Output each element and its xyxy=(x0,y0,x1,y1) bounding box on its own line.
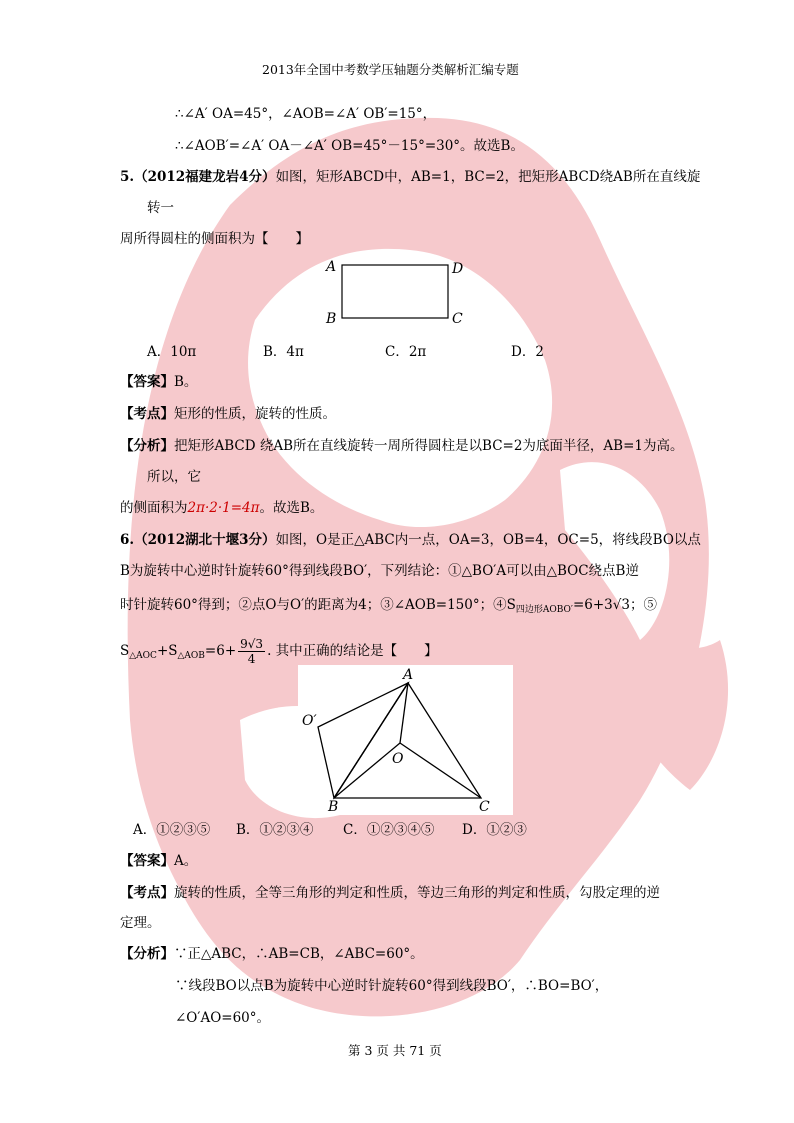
q6-label-a: A xyxy=(403,667,414,683)
q5-option-b: B．4π xyxy=(263,344,304,360)
q6-fraction xyxy=(238,637,265,666)
q5-option-a: A．10π xyxy=(147,344,197,360)
q6-s-symbol: S xyxy=(506,597,516,613)
q5-answer-value: B。 xyxy=(174,374,198,390)
q5-fenxi-text-1: 把矩形ABCD 绕AB所在直线旋转一周所得圆柱是以BC=2为底面半径，AB=1为高。 xyxy=(174,438,684,454)
q6-fenxi-text-1: ∵正△ABC，∴AB=CB，∠ABC=60°。 xyxy=(174,946,424,962)
q5-formula: 2π·2·1=4π xyxy=(187,500,260,516)
q5-stem-line-2: 转一 xyxy=(147,200,174,216)
q6-text-1: 如图，O是正△ABC内一点，OA=3，OB=4，OC=5，将线段BO以点 xyxy=(275,532,701,548)
page-header: 2013年全国中考数学压轴题分类解析汇编专题 xyxy=(262,62,519,77)
q6-stem-line-2: B为旋转中心逆时针旋转60°得到线段BO′，下列结论：①△BO′A可以由△BOC绕点B逆 xyxy=(120,563,639,579)
q6-label-o: O xyxy=(392,751,404,767)
q5-number: 5. xyxy=(120,169,135,185)
q6-answer xyxy=(120,851,197,871)
q6-kaodian-line-2: 定理。 xyxy=(120,915,161,931)
q6-fenxi-tag: 【分析】 xyxy=(120,946,174,962)
q5-answer xyxy=(120,372,197,392)
prev-solution-line-1: ∴∠A′ OA=45°，∠AOB=∠A′ OB′=15°， xyxy=(175,106,437,122)
q5-fenxi-text-3-post: 。故选B。 xyxy=(259,500,324,516)
q5-fenxi-line-3 xyxy=(120,498,323,518)
q5-kaodian-tag: 【考点】 xyxy=(120,406,174,422)
q6-option-d: D．①②③ xyxy=(462,822,527,838)
q5-fenxi-line-2: 所以，它 xyxy=(147,469,201,485)
q6-option-a: A．①②③⑤ xyxy=(133,822,211,838)
q6-label-c: C xyxy=(479,799,490,815)
q6-fenxi-line-1 xyxy=(120,944,424,964)
q5-stem-line-3: 周所得圆柱的侧面积为【 】 xyxy=(120,231,309,247)
q6-source: （2012湖北十堰3分） xyxy=(134,532,276,548)
q6-s1-subscript: △AOC xyxy=(129,651,157,661)
prev-solution-line-2: ∴∠AOB′=∠A′ OA－∠A′ OB=45°－15°=30°。故选B。 xyxy=(175,138,524,154)
q6-number: 6. xyxy=(120,532,135,548)
q5-label-b: B xyxy=(326,311,337,327)
q5-fenxi-text-3-pre: 的侧面积为 xyxy=(120,500,188,516)
q6-plus: + xyxy=(156,643,169,659)
q6-text-4-post: . 其中正确的结论是【 】 xyxy=(267,643,438,659)
q6-frac-num: 9√3 xyxy=(240,637,264,651)
q6-text-3-pre: 时针旋转60°得到；②点O与O′的距离为4；③∠AOB=150°；④ xyxy=(120,597,507,613)
q6-figure-triangle xyxy=(298,665,513,815)
q6-s-subscript: 四边形AOBO′ xyxy=(515,605,573,615)
q6-fenxi-line-3: ∠O′AO=60°。 xyxy=(175,1010,271,1026)
q6-answer-tag: 【答案】 xyxy=(120,853,174,869)
q6-eq: =6+ xyxy=(204,643,237,659)
q5-label-c: C xyxy=(452,311,463,327)
q6-s2-subscript: △AOB xyxy=(177,651,205,661)
q6-kaodian-text-1: 旋转的性质，全等三角形的判定和性质，等边三角形的判定和性质，勾股定理的逆 xyxy=(174,885,660,901)
q6-label-o-prime: O′ xyxy=(302,713,317,729)
q6-option-c: C．①②③④⑤ xyxy=(343,822,435,838)
q6-s2-symbol: S xyxy=(168,643,178,659)
q6-text-3-eq: =6+3√3；⑤ xyxy=(572,597,657,613)
q6-stem-line-3 xyxy=(120,595,657,620)
rectangle-abcd xyxy=(342,265,448,318)
q6-label-b: B xyxy=(328,799,339,815)
q6-kaodian-line-1 xyxy=(120,883,660,903)
q5-text-1: 如图，矩形ABCD中，AB=1，BC=2，把矩形ABCD绕AB所在直线旋 xyxy=(275,169,701,185)
q5-kaodian-text: 矩形的性质，旋转的性质。 xyxy=(174,406,336,422)
q5-label-d: D xyxy=(452,261,464,277)
q5-stem-line-1 xyxy=(120,167,700,187)
q5-fenxi-line-1 xyxy=(120,436,684,456)
q6-fenxi-line-2: ∵线段BO以点B为旋转中心逆时针旋转60°得到线段BO′，∴BO=BO′， xyxy=(175,978,609,994)
q6-stem-line-1 xyxy=(120,530,701,550)
q6-frac-den: 4 xyxy=(247,652,256,666)
q5-option-c: C．2π xyxy=(385,344,427,360)
q5-source: （2012福建龙岩4分） xyxy=(134,169,276,185)
page-footer: 第 3 页 共 71 页 xyxy=(348,1043,442,1058)
q5-kaodian xyxy=(120,404,336,424)
q5-label-a: A xyxy=(326,259,337,275)
q6-option-b: B．①②③④ xyxy=(236,822,314,838)
q6-s1-symbol: S xyxy=(120,643,130,659)
q5-option-d: D．2 xyxy=(511,344,544,360)
q5-fenxi-tag: 【分析】 xyxy=(120,438,174,454)
q5-figure-rectangle xyxy=(320,255,470,330)
q5-answer-tag: 【答案】 xyxy=(120,374,174,390)
q6-kaodian-tag: 【考点】 xyxy=(120,885,174,901)
q6-answer-value: A。 xyxy=(174,853,198,869)
